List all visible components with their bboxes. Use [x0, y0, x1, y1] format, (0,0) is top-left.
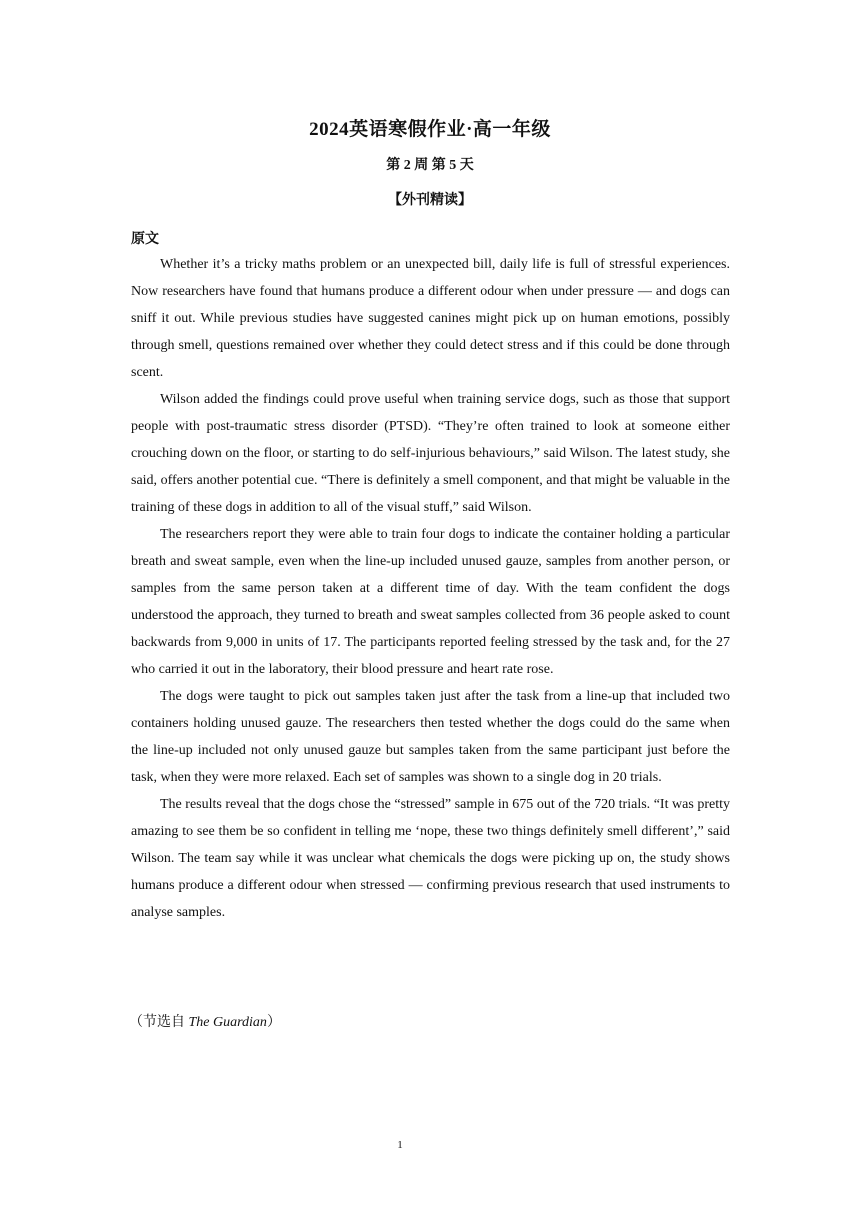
article-body — [131, 251, 730, 926]
article-paragraph: The results reveal that the dogs chose the “stressed” sample in 675 out of the 720 trials. “It was pretty amazing to see them be so confident in telling me ‘nope, these two things definitely smell different’,” said Wilson. The team say while it was unclear what chemicals the dogs were picking up on, the study shows humans produce a different odour when stressed — confirming previous research that used instruments to analyse samples. — [131, 797, 730, 920]
article-paragraph: The researchers report they were able to train four dogs to indicate the container holding a particular breath and sweat sample, even when the line-up included unused gauze, samples from another person, or samples from the same person taken at a different time of day. With the team confident the dogs understood the approach, they turned to breath and sweat samples collected from 36 people asked to count backwards from 9,000 in units of 17. The participants reported feeling stressed by the task and, for the 27 who carried it out in the laboratory, their blood pressure and heart rate rose. — [131, 527, 730, 677]
section-label: 原文 — [131, 232, 159, 247]
source-title: The Guardian — [188, 1015, 267, 1030]
document-title: 2024英语寒假作业·高一年级 — [309, 119, 551, 140]
document-subtitle: 第 2 周 第 5 天 — [386, 158, 474, 173]
article-paragraph: Wilson added the findings could prove useful when training service dogs, such as those that support people with post-traumatic stress disorder (PTSD). “They’re often trained to look at someone either crouching down on the floor, or starting to do self-injurious behaviours,” said Wilson. The latest study, she said, offers another potential cue. “There is definitely a smell component, and that might be valuable in the training of these dogs in addition to all of the visual stuff,” said Wilson. — [131, 392, 730, 515]
section-tag: 【外刊精读】 — [388, 193, 472, 208]
page-number: 1 — [397, 1139, 403, 1151]
article-paragraph: Whether it’s a tricky maths problem or an unexpected bill, daily life is full of stressful experiences. Now researchers have found that humans produce a different odour when under pressure — and dogs can sniff it out. While previous studies have suggested canines might pick up on human emotions, possibly through smell, questions remained over whether they could detect stress and if this could be done through scent. — [131, 257, 730, 380]
source-citation — [129, 1011, 281, 1031]
article-paragraph: The dogs were taught to pick out samples taken just after the task from a line-up that included two containers holding unused gauze. The researchers then tested whether the dogs could do the same when the line-up included not only unused gauze but samples taken from the same participant just before the task, when they were more relaxed. Each set of samples was shown to a single dog in 20 trials. — [131, 689, 730, 785]
source-prefix: （节选自 — [129, 1015, 189, 1030]
source-suffix: ） — [266, 1015, 281, 1030]
